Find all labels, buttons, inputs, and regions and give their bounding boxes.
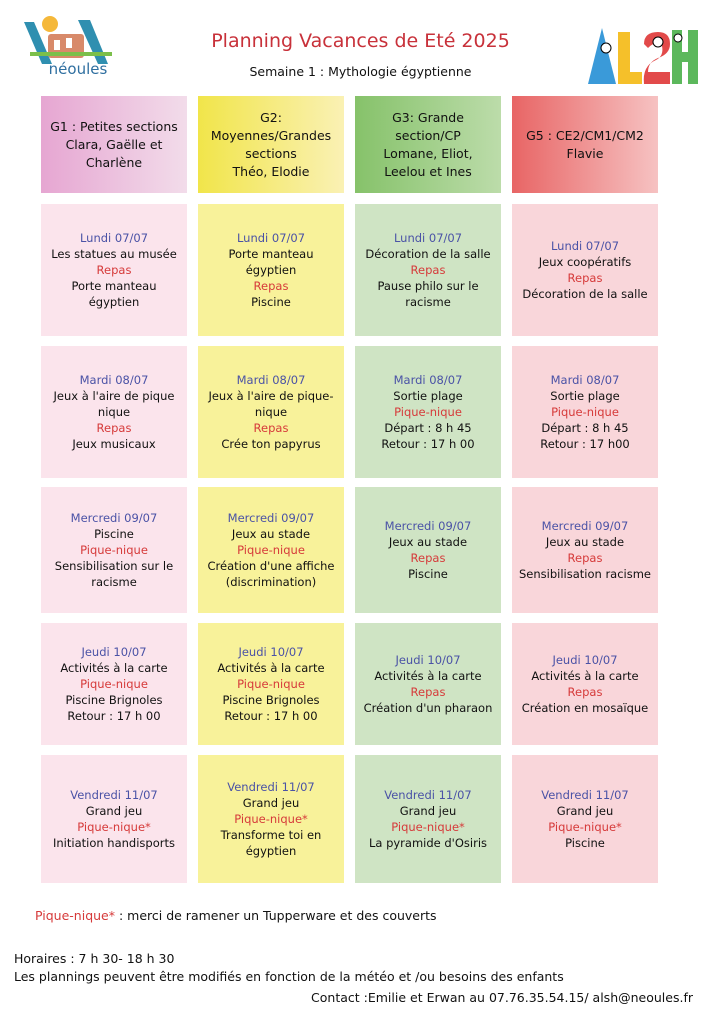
activity-line: Les statues au musée bbox=[51, 247, 177, 261]
page-title: Planning Vacances de Eté 2025 bbox=[211, 30, 510, 52]
activity-line: Décoration de la salle bbox=[365, 247, 491, 261]
activity-line: Piscine bbox=[94, 527, 134, 541]
activity-line: Retour : 17 h 00 bbox=[67, 709, 161, 723]
day-date: Mardi 08/07 bbox=[550, 373, 620, 387]
activity-line: Création d'une affiche bbox=[207, 559, 335, 573]
meal-label: Pique-nique bbox=[80, 677, 148, 691]
activity-line: Piscine bbox=[408, 567, 448, 581]
meal-label: Pique-nique* bbox=[234, 812, 308, 826]
header-line: Moyennes/Grandes bbox=[210, 127, 332, 143]
activity-line: Départ : 8 h 45 bbox=[384, 421, 472, 435]
activity-line: égyptien bbox=[245, 844, 297, 858]
meal-label: Pique-nique bbox=[394, 405, 462, 419]
picnic-note bbox=[35, 908, 437, 923]
header-line: Flavie bbox=[566, 145, 604, 161]
activity-line: nique bbox=[254, 405, 288, 419]
meal-label: Repas bbox=[567, 551, 603, 565]
activity-line: La pyramide d'Osiris bbox=[368, 836, 488, 850]
activity-line: Activités à la carte bbox=[531, 669, 639, 683]
activity-line: racisme bbox=[405, 295, 451, 309]
header-line: Clara, Gaëlle et bbox=[65, 136, 163, 152]
meal-label: Repas bbox=[567, 271, 603, 285]
meal-label: Repas bbox=[96, 263, 132, 277]
activity-line: Sortie plage bbox=[550, 389, 620, 403]
header-line: G2: bbox=[260, 109, 282, 125]
group-header-g2 bbox=[198, 96, 344, 193]
meal-label: Repas bbox=[96, 421, 132, 435]
svg-text:néoules: néoules bbox=[48, 60, 108, 78]
day-cell bbox=[512, 623, 658, 745]
day-cell bbox=[355, 204, 501, 336]
day-cell bbox=[355, 346, 501, 478]
activity-line: (discrimination) bbox=[225, 575, 317, 589]
day-date: Lundi 07/07 bbox=[236, 231, 306, 245]
activity-line: Jeux musicaux bbox=[72, 437, 156, 451]
picnic-note-text: : merci de ramener un Tupperware et des couverts bbox=[115, 908, 437, 923]
activity-line: Porte manteau bbox=[71, 279, 157, 293]
group-header-g1 bbox=[41, 96, 187, 193]
meal-label: Repas bbox=[410, 551, 446, 565]
activity-line: Jeux au stade bbox=[388, 535, 468, 549]
activity-line: Départ : 8 h 45 bbox=[541, 421, 629, 435]
day-cell bbox=[41, 755, 187, 883]
activity-line: Retour : 17 h00 bbox=[540, 437, 630, 451]
activity-line: Jeux coopératifs bbox=[538, 255, 632, 269]
meal-label: Pique-nique bbox=[80, 543, 148, 557]
activity-line: Jeux au stade bbox=[545, 535, 625, 549]
activity-line: Sensibilisation racisme bbox=[518, 567, 652, 581]
day-cell bbox=[198, 755, 344, 883]
disclaimer: Les plannings peuvent être modifiés en fonction de la météo et /ou besoins des enfants bbox=[14, 969, 564, 984]
activity-line: Jeux à l'aire de pique- bbox=[208, 389, 334, 403]
activity-line: Crée ton papyrus bbox=[221, 437, 321, 451]
activity-line: Activités à la carte bbox=[374, 669, 482, 683]
day-date: Lundi 07/07 bbox=[393, 231, 463, 245]
meal-label: Pique-nique* bbox=[391, 820, 465, 834]
day-cell bbox=[198, 623, 344, 745]
header-line: section/CP bbox=[395, 127, 461, 143]
day-cell bbox=[512, 346, 658, 478]
day-date: Mardi 08/07 bbox=[79, 373, 149, 387]
activity-line: Pause philo sur le bbox=[377, 279, 479, 293]
day-date: Jeudi 10/07 bbox=[238, 645, 304, 659]
group-header-g5 bbox=[512, 96, 658, 193]
activity-line: nique bbox=[97, 405, 131, 419]
meal-label: Repas bbox=[410, 685, 446, 699]
header-line: Leelou et Ines bbox=[384, 163, 472, 179]
header-line: Charlène bbox=[85, 154, 143, 170]
meal-label: Pique-nique* bbox=[548, 820, 622, 834]
day-cell bbox=[355, 755, 501, 883]
day-cell bbox=[41, 346, 187, 478]
day-date: Vendredi 11/07 bbox=[541, 788, 629, 802]
day-date: Jeudi 10/07 bbox=[81, 645, 147, 659]
meal-label: Pique-nique bbox=[237, 543, 305, 557]
day-date: Jeudi 10/07 bbox=[395, 653, 461, 667]
activity-line: égyptien bbox=[88, 295, 140, 309]
day-date: Vendredi 11/07 bbox=[227, 780, 315, 794]
day-cell bbox=[41, 487, 187, 613]
day-date: Mardi 08/07 bbox=[393, 373, 463, 387]
meal-label: Pique-nique* bbox=[77, 820, 151, 834]
activity-line: Jeux à l'aire de pique bbox=[53, 389, 175, 403]
day-date: Lundi 07/07 bbox=[79, 231, 149, 245]
activity-line: Retour : 17 h 00 bbox=[224, 709, 318, 723]
activity-line: Retour : 17 h 00 bbox=[381, 437, 475, 451]
day-cell bbox=[355, 487, 501, 613]
activity-line: Grand jeu bbox=[85, 804, 143, 818]
activity-line: racisme bbox=[91, 575, 137, 589]
activity-line: Sortie plage bbox=[393, 389, 463, 403]
header-line: Lomane, Eliot, bbox=[383, 145, 473, 161]
activity-line: Décoration de la salle bbox=[522, 287, 648, 301]
day-date: Mardi 08/07 bbox=[236, 373, 306, 387]
opening-hours: Horaires : 7 h 30- 18 h 30 bbox=[14, 951, 175, 966]
page-subtitle: Semaine 1 : Mythologie égyptienne bbox=[249, 64, 472, 79]
activity-line: Création d'un pharaon bbox=[363, 701, 493, 715]
day-date: Vendredi 11/07 bbox=[384, 788, 472, 802]
day-date: Mercredi 09/07 bbox=[541, 519, 629, 533]
activity-line: Piscine bbox=[565, 836, 605, 850]
meal-label: Repas bbox=[567, 685, 603, 699]
activity-line: Porte manteau bbox=[228, 247, 314, 261]
activity-line: Activités à la carte bbox=[60, 661, 168, 675]
header-line: G1 : Petites sections bbox=[50, 118, 178, 134]
meal-label: Pique-nique bbox=[237, 677, 305, 691]
activity-line: Sensibilisation sur le bbox=[54, 559, 174, 573]
day-cell bbox=[198, 487, 344, 613]
activity-line: Jeux au stade bbox=[231, 527, 311, 541]
header-line: G5 : CE2/CM1/CM2 bbox=[526, 127, 644, 143]
day-date: Jeudi 10/07 bbox=[552, 653, 618, 667]
activity-line: Initiation handisports bbox=[53, 836, 175, 850]
meal-label: Repas bbox=[253, 279, 289, 293]
group-header-g3 bbox=[355, 96, 501, 193]
activity-line: Piscine Brignoles bbox=[222, 693, 320, 707]
day-date: Lundi 07/07 bbox=[550, 239, 620, 253]
activity-line: Grand jeu bbox=[242, 796, 300, 810]
activity-line: Piscine bbox=[251, 295, 291, 309]
day-cell bbox=[512, 204, 658, 336]
day-cell bbox=[355, 623, 501, 745]
day-cell bbox=[198, 204, 344, 336]
meal-label: Repas bbox=[410, 263, 446, 277]
activity-line: Création en mosaïque bbox=[521, 701, 649, 715]
day-cell bbox=[198, 346, 344, 478]
activity-line: Transforme toi en bbox=[220, 828, 322, 842]
day-date: Mercredi 09/07 bbox=[70, 511, 158, 525]
contact-info: Contact :Emilie et Erwan au 07.76.35.54.15/ alsh@neoules.fr bbox=[311, 990, 693, 1005]
activity-line: Activités à la carte bbox=[217, 661, 325, 675]
day-date: Mercredi 09/07 bbox=[384, 519, 472, 533]
header-line: sections bbox=[245, 145, 297, 161]
activity-line: Piscine Brignoles bbox=[65, 693, 163, 707]
header-line: G3: Grande bbox=[392, 109, 464, 125]
day-date: Vendredi 11/07 bbox=[70, 788, 158, 802]
day-cell bbox=[512, 487, 658, 613]
picnic-note-label: Pique-nique* bbox=[35, 908, 115, 923]
meal-label: Repas bbox=[253, 421, 289, 435]
activity-line: égyptien bbox=[245, 263, 297, 277]
day-cell bbox=[41, 204, 187, 336]
day-cell bbox=[512, 755, 658, 883]
day-date: Mercredi 09/07 bbox=[227, 511, 315, 525]
activity-line: Grand jeu bbox=[399, 804, 457, 818]
header-line: Théo, Elodie bbox=[232, 163, 310, 179]
activity-line: Grand jeu bbox=[556, 804, 614, 818]
meal-label: Pique-nique bbox=[551, 405, 619, 419]
day-cell bbox=[41, 623, 187, 745]
